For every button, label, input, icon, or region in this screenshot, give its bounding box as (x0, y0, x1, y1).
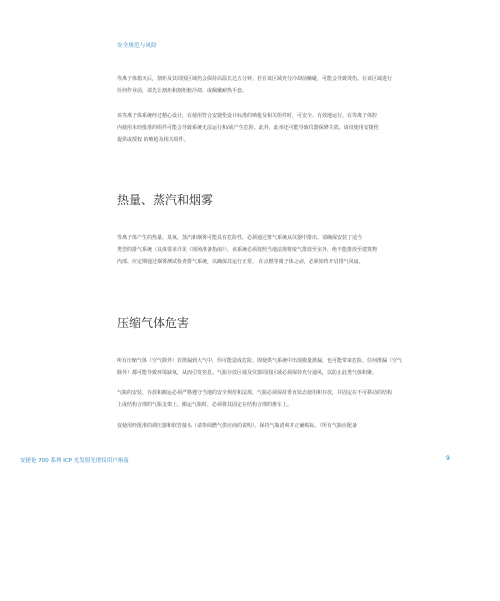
text-line: 上或结构合理的气瓶支架上。搬运气瓶时，必须将其固定在结构合理的推车上。 (117, 402, 293, 408)
paragraph-approved-parts (117, 110, 472, 146)
text-line: 该等离子体系统经过精心设计，在使用符合安捷伦设计标准的喷枪及相关组件时，可安全、有效地运行。在等离子体腔 (117, 113, 378, 119)
heading-compressed-gas: 压缩气体危害 (117, 316, 190, 330)
paragraph-exhaust (117, 232, 472, 268)
text-line: 提供或授权 的喷枪及相关组件。 (117, 137, 189, 143)
text-line: 仅使用经批准的调压器和软管接头（请参阅燃气供应商的说明）。保持气瓶清爽并正确贴标。（所有气瓶应配备 (117, 423, 358, 429)
text-line: 类型的排气系统（具体要求详见《现场准备指南》）。该系统必须按照当地法规将废气排放至室外，绝不能排放至建筑物 (117, 247, 378, 253)
paragraph-torch-heat (117, 73, 472, 97)
text-line (117, 256, 472, 268)
heading-heat-vapor-fumes: 热量、蒸汽和烟雾 (117, 193, 214, 207)
text-line: 内使用未经批准的组件可能会导致系统无法运行和/或产生危险。此外，此举还可能导致仪器保修失效。请仅使用安捷伦 (117, 125, 379, 131)
emphasis-text: 之前 (293, 259, 304, 265)
text-line: 等离子体产生的热量、臭氧、蒸汽和烟雾可能具有危险性，必须通过排气系统从仪器中排出。请确保安装了适当 (117, 235, 363, 241)
footer-document-title: 安捷伦 700 系列 ICP 光发射光谱仪用户指南 (20, 458, 129, 464)
footer-page-number: 9 (446, 455, 450, 462)
paragraph-regulators (117, 420, 472, 432)
text-line: 所有压缩气体（空气除外）若泄漏到大气中，均可能造成危险。即使供气系统中出现微量泄漏，也可能带来危险。任何泄漏（空气 (117, 358, 403, 364)
text-line: 任何作业前，请先让割炬和割炬舱冷却，或佩戴耐热手套。 (117, 88, 248, 94)
paragraph-gas-leak (117, 355, 472, 379)
paragraph-cylinder-handling (117, 387, 472, 411)
text-line: 气瓶的安装、存放和搬运必须严格遵守当地的安全规范和法规。气瓶必须保持垂直状态使用和存放，并固定在不可移动的结构 (117, 390, 393, 396)
text-span: ，必须始终开启排气风扇。 (303, 259, 364, 265)
section-header: 安全规范与风险 (117, 43, 157, 49)
text-span: 内部。应定期通过烟雾测试检查排气系统，以确保其运行正常。 在点燃等离子体 (117, 259, 294, 265)
text-line: 等离子体熄灭后，割炬及其周围区域仍会保持高温长达五分钟。若在该区域充分冷却前触碰，可能会导致烫伤。在该区域进行 (117, 76, 393, 82)
text-line: 除外）都可能导致环境缺氧，从而引发窒息。气瓶存放区域及仪器周围区域必须保持充分通风，以防止此类气体积聚。 (117, 370, 378, 376)
